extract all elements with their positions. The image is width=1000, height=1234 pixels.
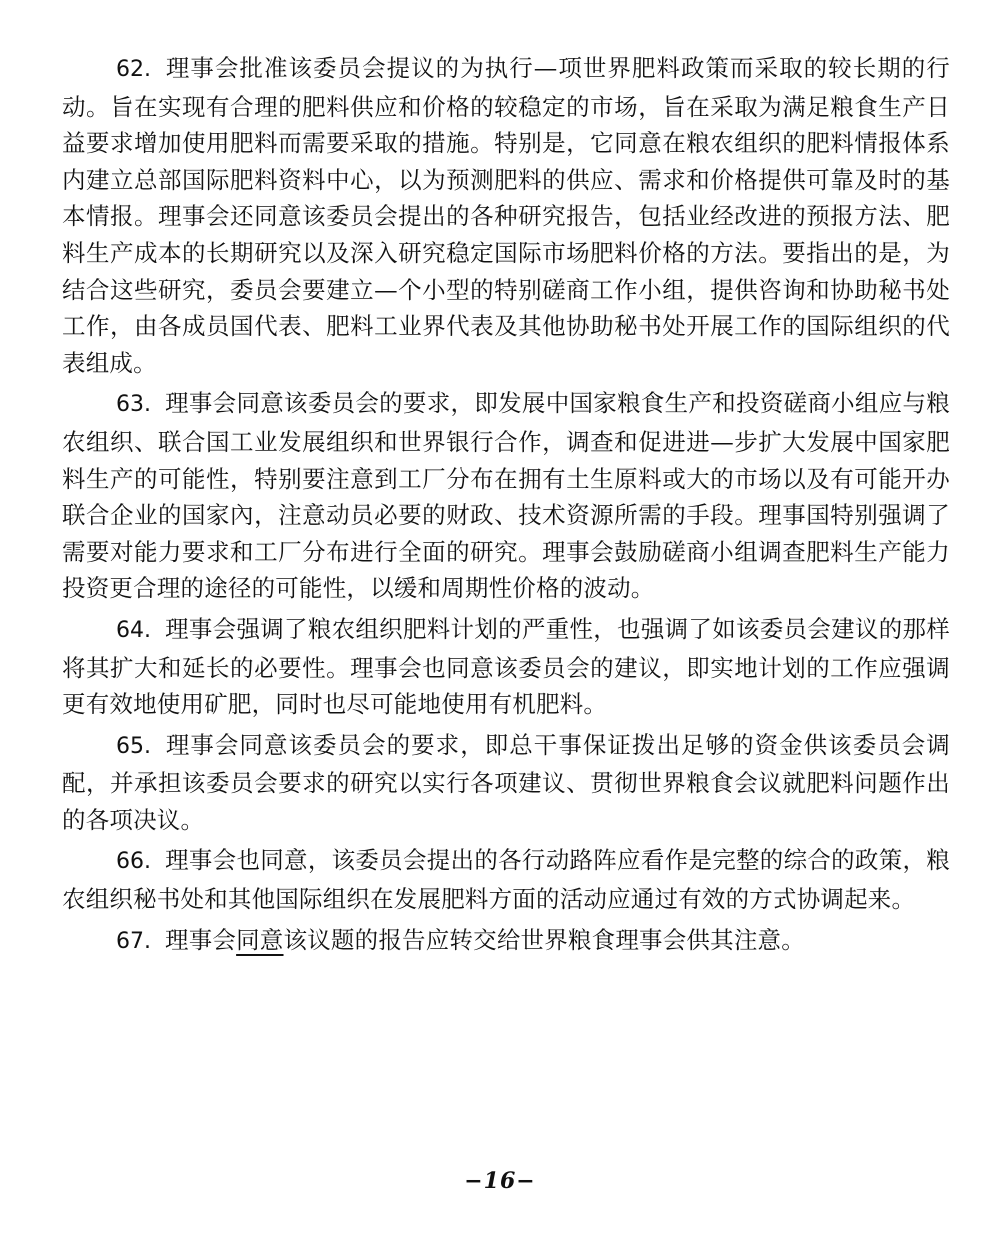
paragraph-number: 64. [116, 617, 151, 643]
paragraph-text: 理事会也同意，该委员会提出的各行动路阵应看作是完整的综合的政策，粮农组织秘书处和其他国际组织在发展肥料方面的活动应通过有效的方式协调起来。 [62, 846, 950, 914]
paragraph-text: 理事会批准该委员会提议的为执行—项世界肥料政策而采取的较长期的行动。旨在实现有合理的肥料供应和价格的较稳定的市场，旨在采取为满足粮食生产日益要求增加使用肥料而需要采取的措施。特别是，它同意在粮农组织的肥料情报体系内建立总部国际肥料资料中心，以为预测肥料的供应、需求和价格提供可靠及时的基本情报。理事会还同意该委员会提出的各种研究报告，包括业经改进的预报方法、肥料生产成本的长期研究以及深入研究稳定国际市场肥料价格的方法。要指出的是，为结合这些研究，委员会要建立—个小型的特别磋商工作小组，提供咨询和协助秘书处工作，由各成员国代表、肥料工业界代表及其他协助秘书处开展工作的国际组织的代表组成。 [62, 54, 950, 377]
paragraph-text: 理事会强调了粮农组织肥料计划的严重性，也强调了如该委员会建议的那样将其扩大和延长的必要性。理事会也同意该委员会的建议，即实地计划的工作应强调更有效地使用矿肥，同时也尽可能地使用有机肥料。 [62, 614, 950, 719]
document-page [62, 50, 950, 964]
paragraph-number: 63. [116, 392, 151, 418]
paragraph-text-end: 该议题的报告应转交给世界粮食理事会供其注意。 [283, 925, 805, 954]
paragraph-65 [62, 727, 950, 839]
paragraph-number: 65. [116, 733, 151, 759]
paragraph-62 [62, 50, 950, 381]
paragraph-number: 62. [116, 57, 151, 82]
page-number: −16− [464, 1168, 536, 1194]
underlined-text: 同意 [236, 925, 284, 954]
paragraph-66 [62, 842, 950, 917]
paragraph-text: 理事会 [165, 925, 237, 954]
paragraph-text: 理事会同意该委员会的要求，即发展中国家粮食生产和投资磋商小组应与粮农组织、联合国工业发展组织和世界银行合作，调查和促进进—步扩大发展中国家肥料生产的可能性，特别要注意到工厂分布在拥有土生原料或大的市场以及有可能开办联合企业的国家內，注意动员必要的财政、技术资源所需的手段。理事国特别强调了需要对能力要求和工厂分布进行全面的研究。理事会鼓励磋商小组调查肥料生产能力投资更合理的途径的可能性，以缓和周期性价格的波动。 [62, 389, 950, 603]
paragraph-number: 67. [116, 928, 151, 954]
paragraph-text: 理事会同意该委员会的要求，即总干事保证拨出足够的资金供该委员会调配，并承担该委员会要求的研究以实行各项建议、贯彻世界粮食会议就肥料问题作出的各项决议。 [62, 730, 950, 834]
paragraph-64 [62, 611, 950, 723]
paragraph-63 [62, 385, 950, 607]
paragraph-number: 66. [116, 849, 151, 875]
paragraph-67 [62, 922, 950, 961]
